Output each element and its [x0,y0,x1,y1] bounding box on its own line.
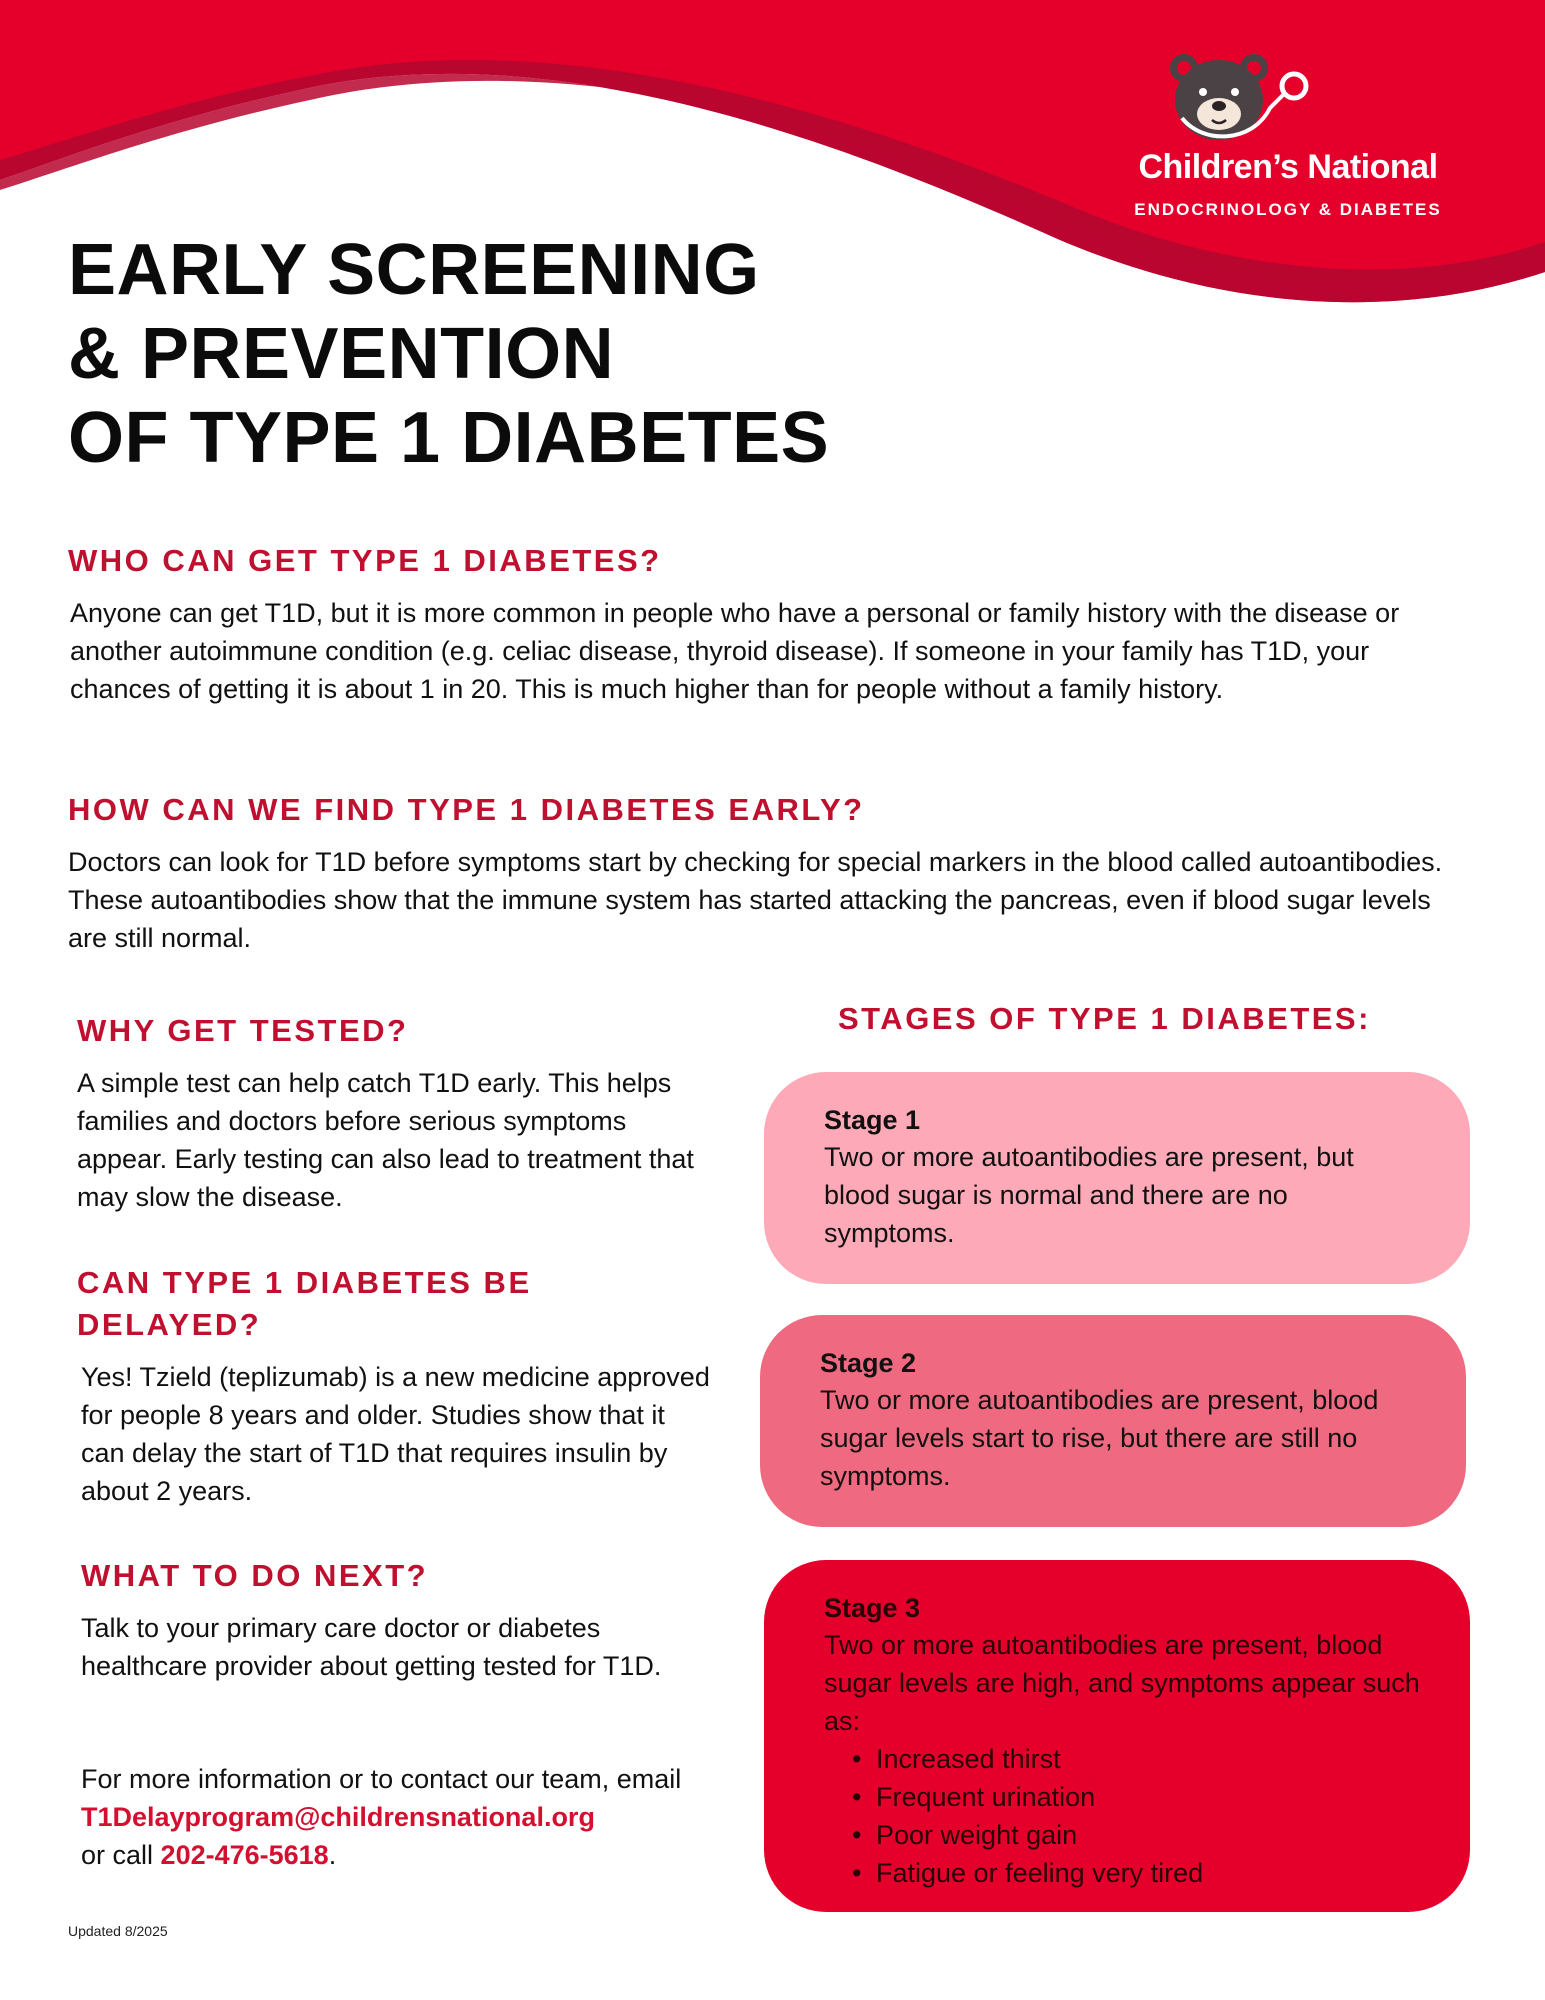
contact-intro: For more information or to contact our team, email [81,1764,682,1794]
brand-name: Children’s National [1138,148,1438,186]
stage-3-text: Two or more autoantibodies are present, blood sugar levels are high, and symptoms appear such as: [824,1630,1420,1736]
title-line-2: & PREVENTION [68,314,615,394]
who-heading: WHO CAN GET TYPE 1 DIABETES? [68,543,662,578]
updated-date: Updated 8/2025 [68,1923,168,1939]
call-text: or call [81,1840,154,1870]
stage-2-title: Stage 2 [820,1348,917,1378]
delay-heading: CAN TYPE 1 DIABETES BE DELAYED? [77,1265,532,1342]
logo [1108,48,1468,219]
stages-heading: STAGES OF TYPE 1 DIABETES: [838,1001,1371,1036]
delay-body: Yes! Tzield (teplizumab) is a new medicine approved for people 8 years and older. Studies show that it can delay the start of T1D that requires insulin by about 2 years. [81,1362,710,1506]
contact-period: . [328,1840,337,1870]
stage-2-card [760,1315,1466,1527]
symptom-item: • Frequent urination [852,1778,1420,1816]
stage-1-card [764,1072,1470,1284]
department-name: ENDOCRINOLOGY & DIABETES [1134,200,1442,219]
how-heading: HOW CAN WE FIND TYPE 1 DIABETES EARLY? [68,792,865,827]
title-line-3: OF TYPE 1 DIABETES [68,398,830,478]
stage-1-text: Two or more autoantibodies are present, but blood sugar is normal and there are no symptoms. [824,1142,1354,1248]
why-heading: WHY GET TESTED? [77,1013,409,1048]
email-link[interactable]: T1Delayprogram@childrensnational.org [81,1802,595,1832]
stage-2-text: Two or more autoantibodies are present, blood sugar levels start to rise, but there are still no symptoms. [820,1385,1379,1491]
why-body: A simple test can help catch T1D early. This helps families and doctors before serious symptoms appear. Early testing can also lead to treatment that may slow the disease. [77,1068,694,1212]
contact-paragraph [81,1760,761,1874]
next-body: Talk to your primary care doctor or diabetes healthcare provider about getting tested for T1D. [81,1613,662,1681]
who-body: Anyone can get T1D, but it is more common in people who have a personal or family history with the disease or another autoimmune condition (e.g. celiac disease, thyroid disease). If someone in your family has T1D, your chances of getting it is about 1 in 20. This is much higher than for people without a family history. [70,598,1400,704]
symptom-item: • Increased thirst [852,1740,1420,1778]
symptom-item: • Poor weight gain [852,1816,1420,1854]
symptom-item: • Fatigue or feeling very tired [852,1854,1420,1892]
how-body: Doctors can look for T1D before symptoms start by checking for special markers in the blood called autoantibodies. These autoantibodies show that the immune system has started attacking the pancreas, even if blood sugar levels are still normal. [68,847,1443,953]
stage-3-symptom-list [852,1740,1420,1892]
next-heading: WHAT TO DO NEXT? [81,1558,429,1593]
stage-3-title: Stage 3 [824,1593,921,1623]
stage-3-card [764,1560,1470,1912]
stage-1-title: Stage 1 [824,1105,921,1135]
title-line-1: EARLY SCREENING [68,230,760,310]
teddy-bear-stethoscope-icon [1152,48,1312,148]
phone-link[interactable]: 202-476-5618 [160,1840,329,1870]
page-title [68,228,968,480]
